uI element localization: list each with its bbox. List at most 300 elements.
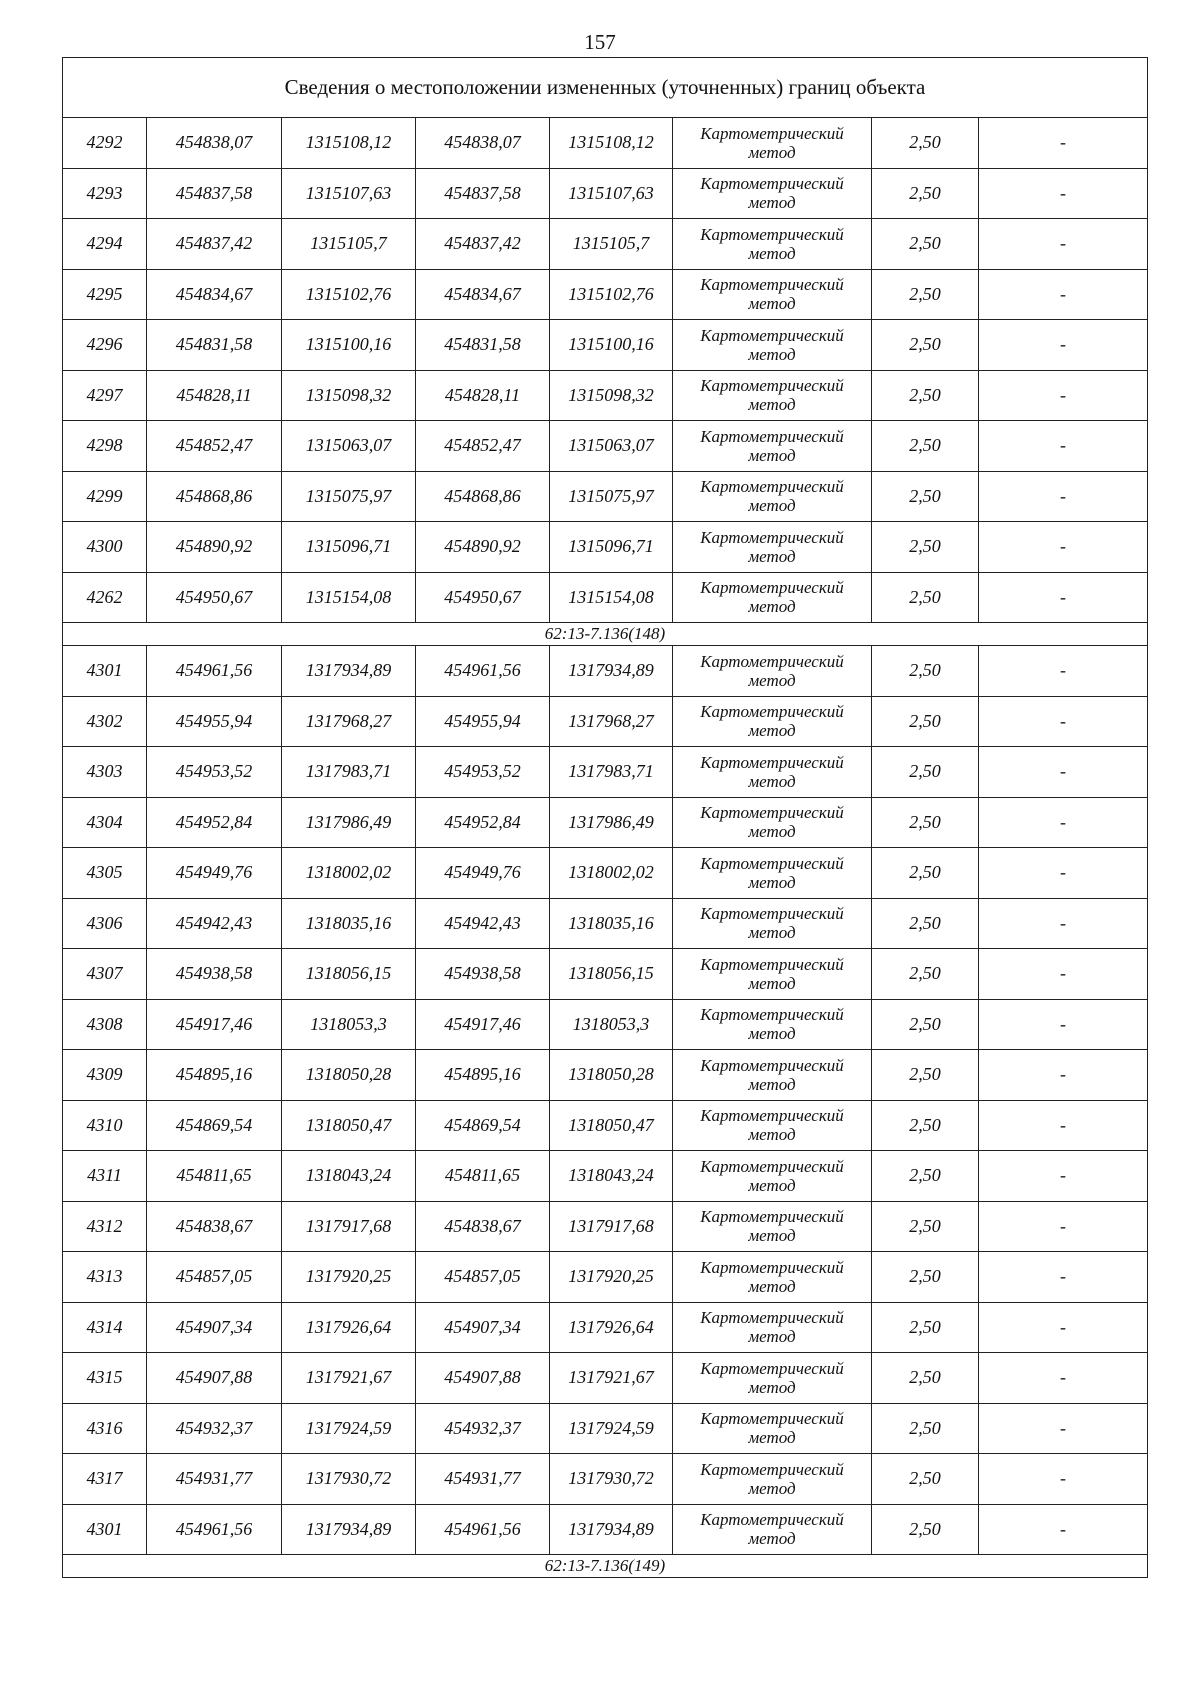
accuracy-cell: 2,50 — [872, 320, 979, 371]
x-old-cell: 454831,58 — [147, 320, 282, 371]
table-row — [63, 1403, 1148, 1454]
y-new-cell: 1318053,3 — [550, 999, 673, 1050]
method-cell — [673, 797, 872, 848]
y-new-cell: 1317917,68 — [550, 1201, 673, 1252]
x-old-cell: 454952,84 — [147, 797, 282, 848]
accuracy-cell: 2,50 — [872, 471, 979, 522]
description-cell: - — [979, 646, 1148, 697]
description-cell: - — [979, 421, 1148, 472]
x-new-cell: 454837,42 — [416, 219, 550, 270]
x-new-cell: 454895,16 — [416, 1050, 550, 1101]
method-cell — [673, 320, 872, 371]
y-new-cell: 1318050,47 — [550, 1100, 673, 1151]
y-new-cell: 1315075,97 — [550, 471, 673, 522]
x-old-cell: 454938,58 — [147, 949, 282, 1000]
method-cell — [673, 522, 872, 573]
method-line-2: метод — [748, 294, 796, 314]
description-cell: - — [979, 797, 1148, 848]
description-cell: - — [979, 1302, 1148, 1353]
x-old-cell: 454953,52 — [147, 747, 282, 798]
y-old-cell: 1315098,32 — [282, 370, 416, 421]
method-cell — [673, 370, 872, 421]
table-row — [63, 999, 1148, 1050]
y-new-cell: 1315108,12 — [550, 118, 673, 169]
x-old-cell: 454917,46 — [147, 999, 282, 1050]
method-cell — [673, 747, 872, 798]
accuracy-cell: 2,50 — [872, 848, 979, 899]
method-cell — [673, 898, 872, 949]
method-line-1: Картометрический — [700, 803, 844, 823]
x-old-cell: 454837,42 — [147, 219, 282, 270]
x-old-cell: 454837,58 — [147, 168, 282, 219]
point-number-cell: 4311 — [63, 1151, 147, 1202]
y-old-cell: 1315154,08 — [282, 572, 416, 623]
description-cell: - — [979, 696, 1148, 747]
point-number-cell: 4307 — [63, 949, 147, 1000]
method-cell — [673, 999, 872, 1050]
accuracy-cell: 2,50 — [872, 1454, 979, 1505]
x-old-cell: 454961,56 — [147, 1504, 282, 1555]
method-line-1: Картометрический — [700, 224, 844, 244]
description-cell: - — [979, 320, 1148, 371]
description-cell: - — [979, 471, 1148, 522]
method-line-1: Картометрический — [700, 1005, 844, 1025]
point-number-cell: 4315 — [63, 1353, 147, 1404]
y-old-cell: 1315102,76 — [282, 269, 416, 320]
x-new-cell: 454950,67 — [416, 572, 550, 623]
accuracy-cell: 2,50 — [872, 1302, 979, 1353]
description-cell: - — [979, 1403, 1148, 1454]
y-new-cell: 1315102,76 — [550, 269, 673, 320]
x-new-cell: 454890,92 — [416, 522, 550, 573]
x-new-cell: 454917,46 — [416, 999, 550, 1050]
accuracy-cell: 2,50 — [872, 370, 979, 421]
y-old-cell: 1315105,7 — [282, 219, 416, 270]
method-line-2: метод — [748, 1074, 796, 1094]
description-cell: - — [979, 1504, 1148, 1555]
description-cell: - — [979, 848, 1148, 899]
table-row — [63, 646, 1148, 697]
method-line-2: метод — [748, 1024, 796, 1044]
table-row — [63, 848, 1148, 899]
x-new-cell: 454907,88 — [416, 1353, 550, 1404]
accuracy-cell: 2,50 — [872, 646, 979, 697]
description-cell: - — [979, 898, 1148, 949]
table-row — [63, 572, 1148, 623]
point-number-cell: 4314 — [63, 1302, 147, 1353]
x-old-cell: 454961,56 — [147, 646, 282, 697]
method-cell — [673, 421, 872, 472]
y-old-cell: 1315075,97 — [282, 471, 416, 522]
x-new-cell: 454831,58 — [416, 320, 550, 371]
method-line-1: Картометрический — [700, 275, 844, 295]
y-new-cell: 1317924,59 — [550, 1403, 673, 1454]
point-number-cell: 4302 — [63, 696, 147, 747]
accuracy-cell: 2,50 — [872, 1504, 979, 1555]
method-cell — [673, 572, 872, 623]
y-old-cell: 1315100,16 — [282, 320, 416, 371]
method-line-2: метод — [748, 445, 796, 465]
method-line-1: Картометрический — [700, 702, 844, 722]
x-new-cell: 454857,05 — [416, 1252, 550, 1303]
point-number-cell: 4297 — [63, 370, 147, 421]
x-new-cell: 454942,43 — [416, 898, 550, 949]
method-cell — [673, 848, 872, 899]
method-line-1: Картометрический — [700, 752, 844, 772]
description-cell: - — [979, 219, 1148, 270]
method-line-1: Картометрический — [700, 1055, 844, 1075]
y-old-cell: 1317986,49 — [282, 797, 416, 848]
x-new-cell: 454837,58 — [416, 168, 550, 219]
y-new-cell: 1317926,64 — [550, 1302, 673, 1353]
y-new-cell: 1318035,16 — [550, 898, 673, 949]
method-line-2: метод — [748, 1226, 796, 1246]
method-line-2: метод — [748, 1327, 796, 1347]
x-old-cell: 454932,37 — [147, 1403, 282, 1454]
x-new-cell: 454828,11 — [416, 370, 550, 421]
y-old-cell: 1318043,24 — [282, 1151, 416, 1202]
y-old-cell: 1317983,71 — [282, 747, 416, 798]
method-line-1: Картометрический — [700, 1207, 844, 1227]
method-cell — [673, 269, 872, 320]
method-line-2: метод — [748, 1478, 796, 1498]
y-old-cell: 1317934,89 — [282, 646, 416, 697]
method-cell — [673, 168, 872, 219]
description-cell: - — [979, 522, 1148, 573]
table-row — [63, 421, 1148, 472]
method-line-1: Картометрический — [700, 426, 844, 446]
x-new-cell: 454907,34 — [416, 1302, 550, 1353]
x-new-cell: 454952,84 — [416, 797, 550, 848]
table-row — [63, 949, 1148, 1000]
y-old-cell: 1315096,71 — [282, 522, 416, 573]
table-row — [63, 1100, 1148, 1151]
x-old-cell: 454811,65 — [147, 1151, 282, 1202]
y-new-cell: 1317983,71 — [550, 747, 673, 798]
point-number-cell: 4294 — [63, 219, 147, 270]
method-line-1: Картометрический — [700, 578, 844, 598]
table-row — [63, 1504, 1148, 1555]
accuracy-cell: 2,50 — [872, 1151, 979, 1202]
method-cell — [673, 696, 872, 747]
method-cell — [673, 646, 872, 697]
method-cell — [673, 1454, 872, 1505]
y-old-cell: 1317924,59 — [282, 1403, 416, 1454]
table-row — [63, 797, 1148, 848]
point-number-cell: 4295 — [63, 269, 147, 320]
page-number: 157 — [584, 30, 616, 54]
y-new-cell: 1315105,7 — [550, 219, 673, 270]
method-line-2: метод — [748, 395, 796, 415]
method-cell — [673, 949, 872, 1000]
method-line-1: Картометрический — [700, 1308, 844, 1328]
point-number-cell: 4310 — [63, 1100, 147, 1151]
method-cell — [673, 471, 872, 522]
y-new-cell: 1317968,27 — [550, 696, 673, 747]
y-old-cell: 1318002,02 — [282, 848, 416, 899]
y-old-cell: 1318053,3 — [282, 999, 416, 1050]
point-number-cell: 4296 — [63, 320, 147, 371]
description-cell: - — [979, 1050, 1148, 1101]
x-new-cell: 454811,65 — [416, 1151, 550, 1202]
y-new-cell: 1317921,67 — [550, 1353, 673, 1404]
point-number-cell: 4304 — [63, 797, 147, 848]
method-line-1: Картометрический — [700, 123, 844, 143]
x-new-cell: 454953,52 — [416, 747, 550, 798]
accuracy-cell: 2,50 — [872, 168, 979, 219]
description-cell: - — [979, 370, 1148, 421]
method-line-2: метод — [748, 1125, 796, 1145]
table-row — [63, 1302, 1148, 1353]
method-line-2: метод — [748, 923, 796, 943]
x-new-cell: 454868,86 — [416, 471, 550, 522]
y-new-cell: 1317986,49 — [550, 797, 673, 848]
x-new-cell: 454949,76 — [416, 848, 550, 899]
method-line-2: метод — [748, 1428, 796, 1448]
method-line-2: метод — [748, 670, 796, 690]
table-row — [63, 898, 1148, 949]
accuracy-cell: 2,50 — [872, 1252, 979, 1303]
description-cell: - — [979, 1201, 1148, 1252]
table-row — [63, 1454, 1148, 1505]
method-line-2: метод — [748, 1377, 796, 1397]
section-row — [63, 623, 1148, 646]
table-row — [63, 747, 1148, 798]
accuracy-cell: 2,50 — [872, 797, 979, 848]
y-new-cell: 1315100,16 — [550, 320, 673, 371]
x-new-cell: 454931,77 — [416, 1454, 550, 1505]
point-number-cell: 4299 — [63, 471, 147, 522]
x-old-cell: 454950,67 — [147, 572, 282, 623]
method-line-2: метод — [748, 344, 796, 364]
method-line-2: метод — [748, 1175, 796, 1195]
y-new-cell: 1315098,32 — [550, 370, 673, 421]
accuracy-cell: 2,50 — [872, 1201, 979, 1252]
x-new-cell: 454938,58 — [416, 949, 550, 1000]
x-old-cell: 454955,94 — [147, 696, 282, 747]
method-line-2: метод — [748, 142, 796, 162]
point-number-cell: 4262 — [63, 572, 147, 623]
x-new-cell: 454838,67 — [416, 1201, 550, 1252]
description-cell: - — [979, 118, 1148, 169]
table-row — [63, 471, 1148, 522]
x-old-cell: 454931,77 — [147, 1454, 282, 1505]
description-cell: - — [979, 747, 1148, 798]
table-title: Сведения о местоположении измененных (уточненных) границ объекта — [63, 58, 1148, 118]
y-old-cell: 1315063,07 — [282, 421, 416, 472]
y-new-cell: 1315063,07 — [550, 421, 673, 472]
y-old-cell: 1317934,89 — [282, 1504, 416, 1555]
description-cell: - — [979, 1454, 1148, 1505]
y-old-cell: 1315107,63 — [282, 168, 416, 219]
x-new-cell: 454961,56 — [416, 646, 550, 697]
accuracy-cell: 2,50 — [872, 1403, 979, 1454]
table-row — [63, 1201, 1148, 1252]
x-new-cell: 454834,67 — [416, 269, 550, 320]
table-row — [63, 370, 1148, 421]
method-cell — [673, 1100, 872, 1151]
point-number-cell: 4305 — [63, 848, 147, 899]
x-old-cell: 454834,67 — [147, 269, 282, 320]
y-old-cell: 1318050,47 — [282, 1100, 416, 1151]
point-number-cell: 4301 — [63, 646, 147, 697]
method-line-1: Картометрический — [700, 174, 844, 194]
y-old-cell: 1317930,72 — [282, 1454, 416, 1505]
method-cell — [673, 118, 872, 169]
method-line-2: метод — [748, 872, 796, 892]
x-old-cell: 454907,34 — [147, 1302, 282, 1353]
method-line-1: Картометрический — [700, 904, 844, 924]
method-line-1: Картометрический — [700, 1257, 844, 1277]
method-line-1: Картометрический — [700, 1358, 844, 1378]
accuracy-cell: 2,50 — [872, 949, 979, 1000]
x-old-cell: 454869,54 — [147, 1100, 282, 1151]
point-number-cell: 4292 — [63, 118, 147, 169]
method-cell — [673, 1403, 872, 1454]
y-new-cell: 1318002,02 — [550, 848, 673, 899]
method-line-1: Картометрический — [700, 1459, 844, 1479]
method-line-1: Картометрический — [700, 853, 844, 873]
y-old-cell: 1318035,16 — [282, 898, 416, 949]
coordinates-table — [62, 57, 1148, 1578]
method-line-1: Картометрический — [700, 1106, 844, 1126]
method-line-1: Картометрический — [700, 1510, 844, 1530]
y-old-cell: 1318050,28 — [282, 1050, 416, 1101]
x-old-cell: 454838,07 — [147, 118, 282, 169]
y-new-cell: 1317920,25 — [550, 1252, 673, 1303]
y-new-cell: 1315154,08 — [550, 572, 673, 623]
description-cell: - — [979, 1100, 1148, 1151]
method-line-1: Картометрический — [700, 527, 844, 547]
table-row — [63, 118, 1148, 169]
point-number-cell: 4306 — [63, 898, 147, 949]
method-cell — [673, 1302, 872, 1353]
point-number-cell: 4300 — [63, 522, 147, 573]
method-line-1: Картометрический — [700, 477, 844, 497]
table-row — [63, 1252, 1148, 1303]
method-line-1: Картометрический — [700, 1409, 844, 1429]
accuracy-cell: 2,50 — [872, 219, 979, 270]
method-line-2: метод — [748, 193, 796, 213]
y-new-cell: 1318043,24 — [550, 1151, 673, 1202]
x-new-cell: 454838,07 — [416, 118, 550, 169]
method-cell — [673, 1050, 872, 1101]
method-cell — [673, 1201, 872, 1252]
y-new-cell: 1317934,89 — [550, 646, 673, 697]
accuracy-cell: 2,50 — [872, 572, 979, 623]
description-cell: - — [979, 1353, 1148, 1404]
method-line-2: метод — [748, 496, 796, 516]
y-old-cell: 1317920,25 — [282, 1252, 416, 1303]
point-number-cell: 4313 — [63, 1252, 147, 1303]
cadastral-section-label: 62:13-7.136(148) — [63, 623, 1148, 646]
description-cell: - — [979, 269, 1148, 320]
x-old-cell: 454895,16 — [147, 1050, 282, 1101]
accuracy-cell: 2,50 — [872, 747, 979, 798]
method-line-2: метод — [748, 1529, 796, 1549]
method-line-1: Картометрический — [700, 954, 844, 974]
cadastral-section-label: 62:13-7.136(149) — [63, 1555, 1148, 1578]
method-line-2: метод — [748, 597, 796, 617]
y-old-cell: 1317968,27 — [282, 696, 416, 747]
x-old-cell: 454942,43 — [147, 898, 282, 949]
table-row — [63, 522, 1148, 573]
y-new-cell: 1315096,71 — [550, 522, 673, 573]
accuracy-cell: 2,50 — [872, 118, 979, 169]
x-old-cell: 454828,11 — [147, 370, 282, 421]
x-old-cell: 454852,47 — [147, 421, 282, 472]
accuracy-cell: 2,50 — [872, 269, 979, 320]
table-row — [63, 168, 1148, 219]
table-row — [63, 219, 1148, 270]
accuracy-cell: 2,50 — [872, 1353, 979, 1404]
method-line-1: Картометрический — [700, 1156, 844, 1176]
method-line-1: Картометрический — [700, 325, 844, 345]
x-old-cell: 454949,76 — [147, 848, 282, 899]
method-line-2: метод — [748, 973, 796, 993]
accuracy-cell: 2,50 — [872, 522, 979, 573]
x-old-cell: 454838,67 — [147, 1201, 282, 1252]
y-new-cell: 1318050,28 — [550, 1050, 673, 1101]
method-line-2: метод — [748, 771, 796, 791]
method-line-2: метод — [748, 243, 796, 263]
section-row — [63, 1555, 1148, 1578]
point-number-cell: 4317 — [63, 1454, 147, 1505]
accuracy-cell: 2,50 — [872, 421, 979, 472]
method-line-2: метод — [748, 1276, 796, 1296]
method-line-1: Картометрический — [700, 376, 844, 396]
y-new-cell: 1317934,89 — [550, 1504, 673, 1555]
x-new-cell: 454932,37 — [416, 1403, 550, 1454]
point-number-cell: 4308 — [63, 999, 147, 1050]
description-cell: - — [979, 168, 1148, 219]
method-cell — [673, 1504, 872, 1555]
y-new-cell: 1317930,72 — [550, 1454, 673, 1505]
point-number-cell: 4301 — [63, 1504, 147, 1555]
accuracy-cell: 2,50 — [872, 898, 979, 949]
method-line-2: метод — [748, 546, 796, 566]
x-new-cell: 454852,47 — [416, 421, 550, 472]
x-new-cell: 454955,94 — [416, 696, 550, 747]
method-cell — [673, 1151, 872, 1202]
x-old-cell: 454907,88 — [147, 1353, 282, 1404]
description-cell: - — [979, 949, 1148, 1000]
y-old-cell: 1315108,12 — [282, 118, 416, 169]
point-number-cell: 4312 — [63, 1201, 147, 1252]
table-row — [63, 696, 1148, 747]
table-row — [63, 1353, 1148, 1404]
x-new-cell: 454869,54 — [416, 1100, 550, 1151]
point-number-cell: 4309 — [63, 1050, 147, 1101]
y-old-cell: 1317917,68 — [282, 1201, 416, 1252]
y-old-cell: 1318056,15 — [282, 949, 416, 1000]
point-number-cell: 4303 — [63, 747, 147, 798]
description-cell: - — [979, 999, 1148, 1050]
description-cell: - — [979, 572, 1148, 623]
table-row — [63, 1151, 1148, 1202]
method-line-1: Картометрический — [700, 651, 844, 671]
accuracy-cell: 2,50 — [872, 696, 979, 747]
x-old-cell: 454868,86 — [147, 471, 282, 522]
y-new-cell: 1315107,63 — [550, 168, 673, 219]
method-line-2: метод — [748, 822, 796, 842]
x-old-cell: 454890,92 — [147, 522, 282, 573]
x-new-cell: 454961,56 — [416, 1504, 550, 1555]
table-row — [63, 269, 1148, 320]
accuracy-cell: 2,50 — [872, 1100, 979, 1151]
y-old-cell: 1317921,67 — [282, 1353, 416, 1404]
y-old-cell: 1317926,64 — [282, 1302, 416, 1353]
